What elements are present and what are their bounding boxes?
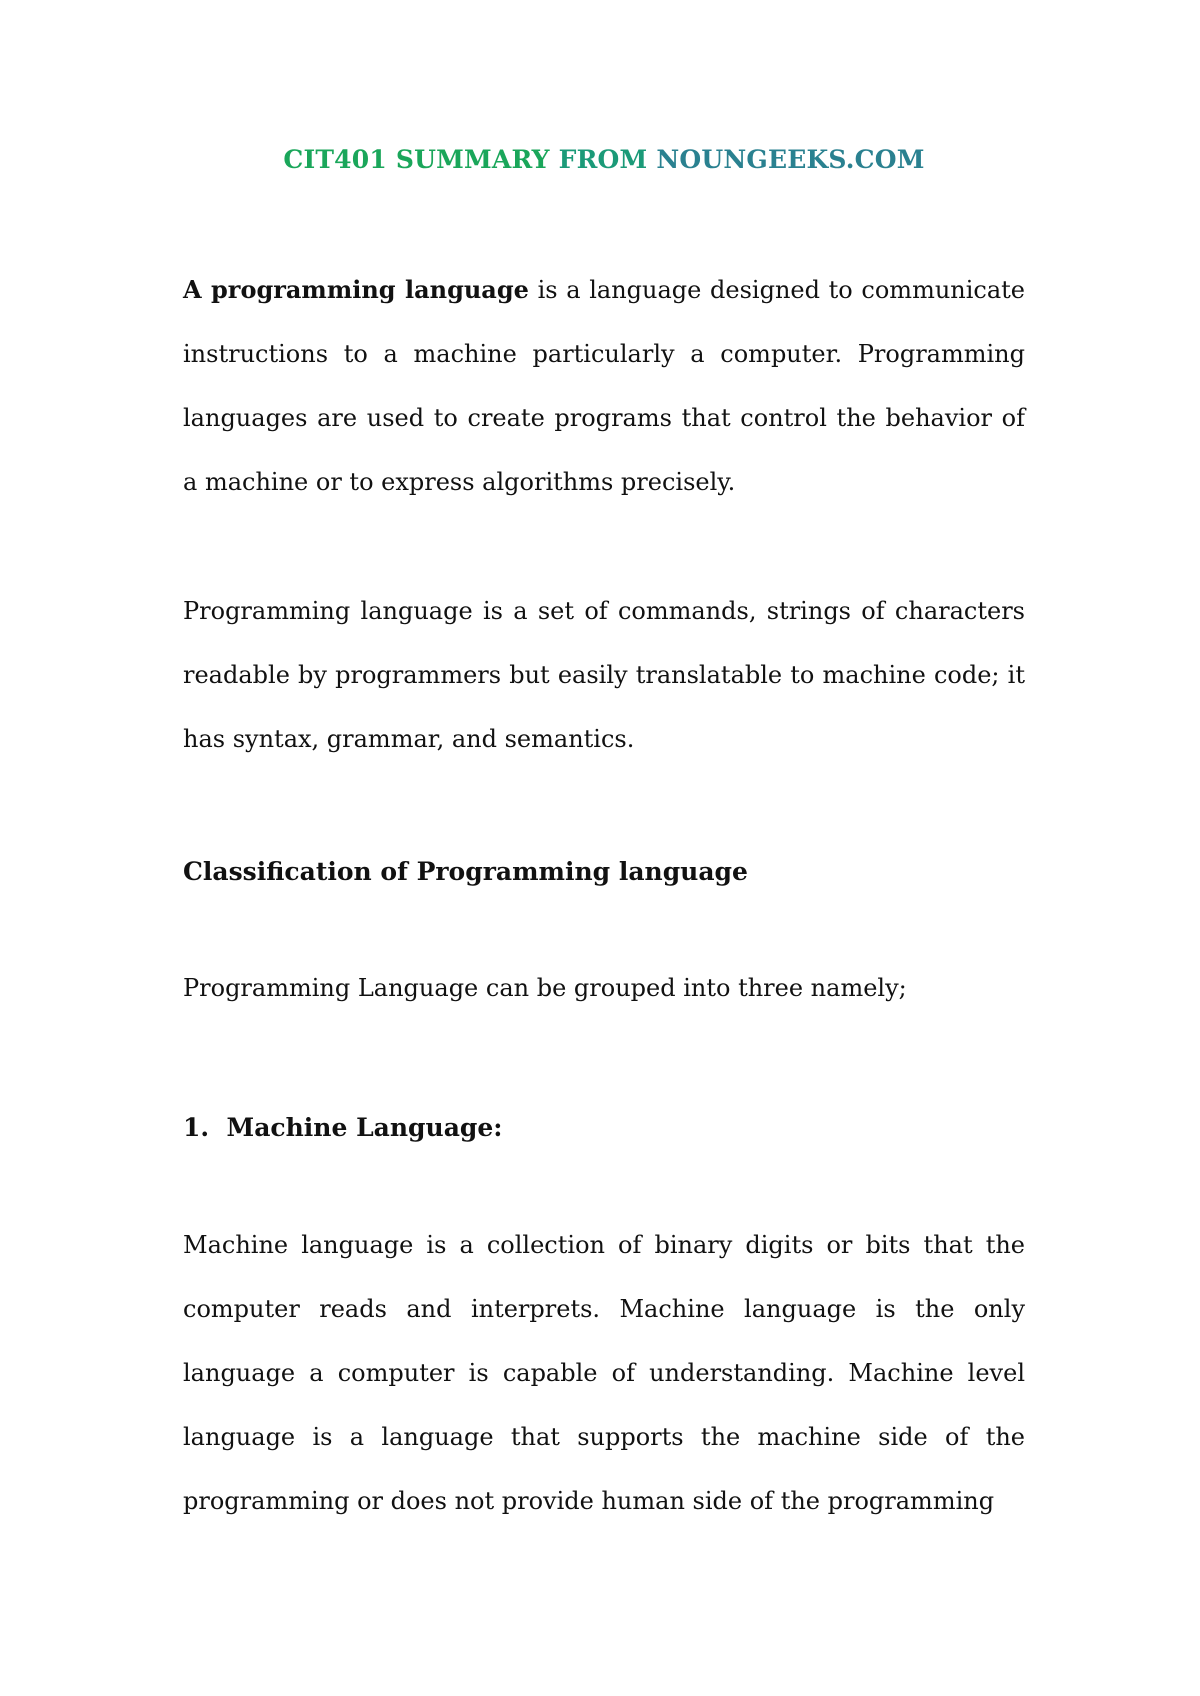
machine-language-paragraph: Machine language is a collection of binary digits or bits that the computer reads and interprets. Machine language is the only language a computer is capable of understanding. Machine level language is a language that supports the machine side of the programming or does not provide human side of the programming xyxy=(183,1231,1025,1515)
definition-paragraph: Programming language is a set of commands, strings of characters readable by programmers but easily translatable to machine code; it has syntax, grammar, and semantics. xyxy=(183,597,1025,753)
document-title xyxy=(183,143,1025,177)
section-number: 1. xyxy=(183,1113,210,1142)
title-part-from: FROM xyxy=(558,145,657,174)
grouping-paragraph: Programming Language can be grouped into three namely; xyxy=(183,974,907,1002)
intro-paragraph xyxy=(183,258,1025,514)
intro-text: is a language designed to communicate instructions to a machine particularly a computer. Programming languages are used to create programs that control the behavior of a machine or to express algorithms precisely. xyxy=(183,276,1026,496)
intro-term: A programming language xyxy=(183,275,529,304)
section-title: Machine Language: xyxy=(226,1113,503,1142)
classification-heading: Classification of Programming language xyxy=(183,857,748,886)
title-part-course: CIT401 SUMMARY xyxy=(283,145,559,174)
title-part-site: NOUNGEEKS.COM xyxy=(656,145,925,174)
section-machine-language-heading xyxy=(183,1111,503,1145)
